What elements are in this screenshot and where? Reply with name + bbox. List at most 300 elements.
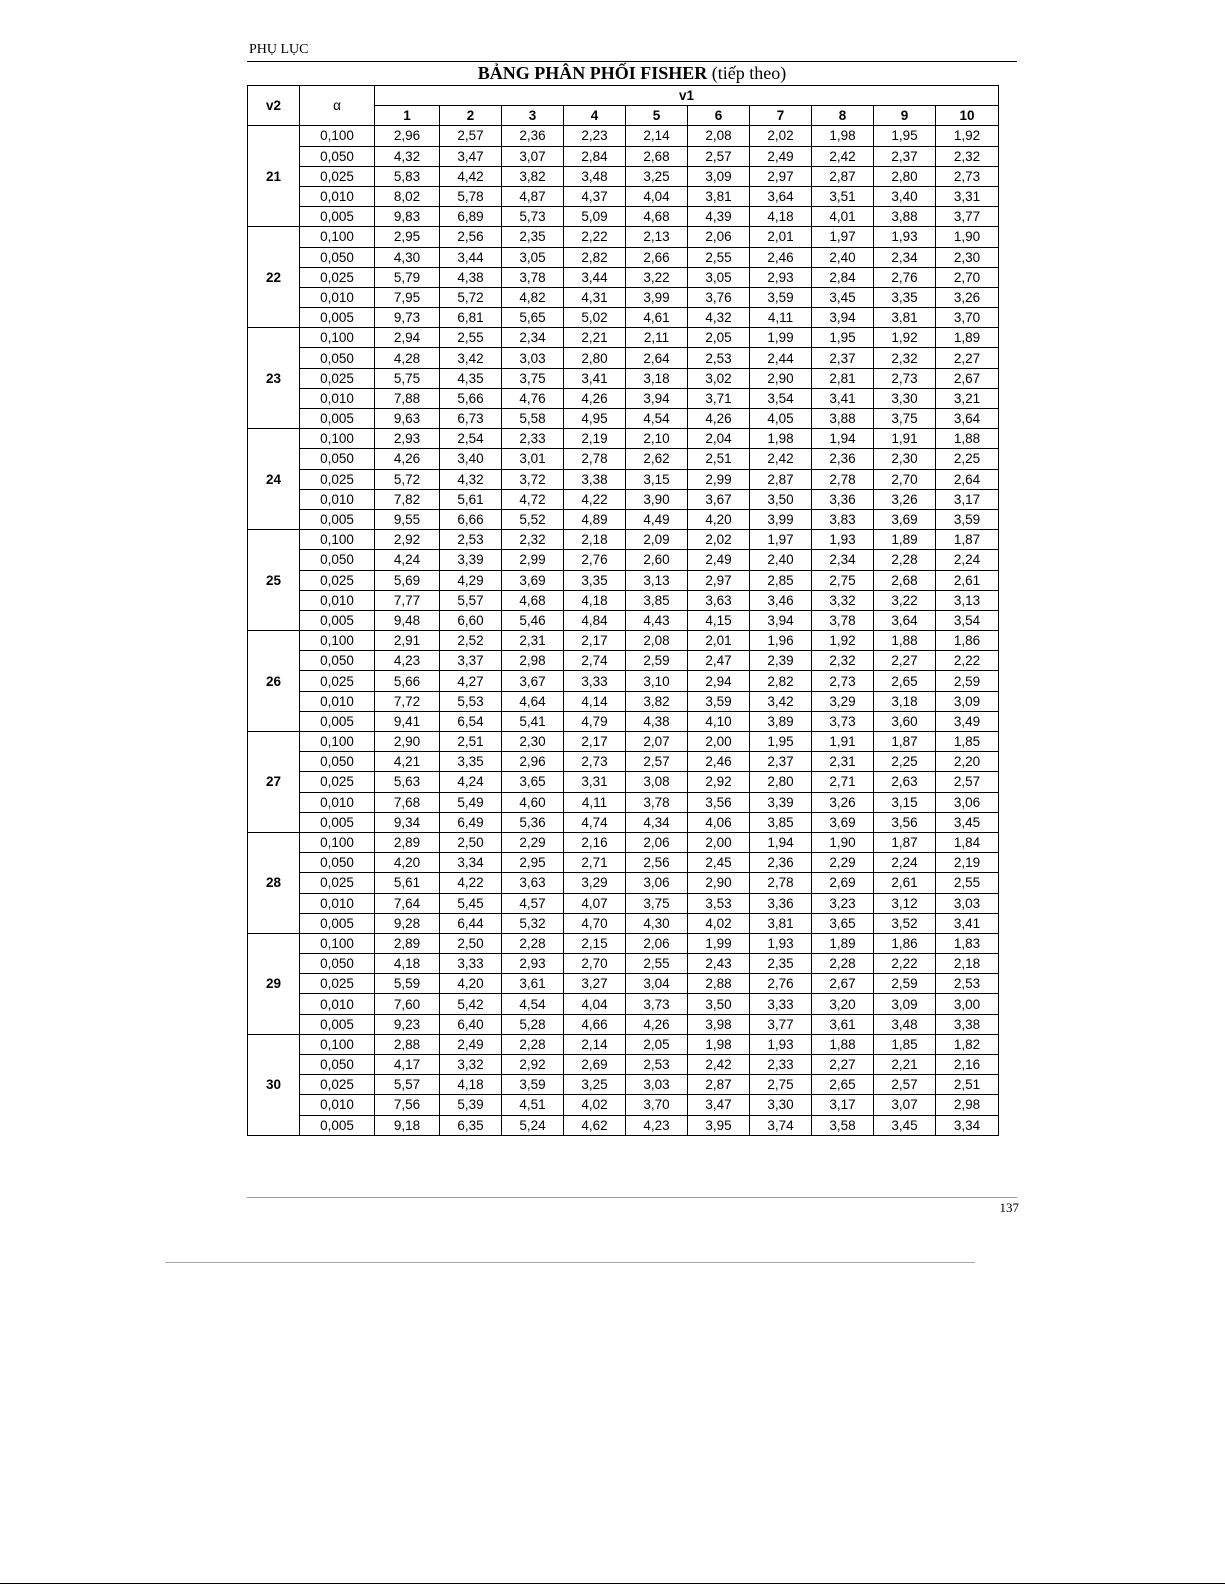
alpha-cell: 0,005 [300, 509, 375, 529]
f-value-cell: 2,42 [812, 146, 874, 166]
v2-value-cell: 24 [248, 429, 300, 530]
table-row [248, 792, 999, 812]
f-value-cell: 3,64 [750, 186, 812, 206]
f-value-cell: 3,88 [874, 207, 936, 227]
f-value-cell: 4,60 [502, 792, 564, 812]
f-value-cell: 2,35 [502, 227, 564, 247]
f-value-cell: 2,22 [936, 651, 999, 671]
f-value-cell: 2,28 [812, 954, 874, 974]
f-value-cell: 2,27 [812, 1055, 874, 1075]
f-value-cell: 2,99 [502, 550, 564, 570]
f-value-cell: 5,66 [375, 671, 440, 691]
f-value-cell: 3,29 [564, 873, 626, 893]
f-value-cell: 1,88 [874, 631, 936, 651]
f-value-cell: 4,76 [502, 388, 564, 408]
f-value-cell: 3,05 [502, 247, 564, 267]
f-value-cell: 1,83 [936, 933, 999, 953]
f-value-cell: 3,70 [626, 1095, 688, 1115]
alpha-cell: 0,010 [300, 489, 375, 509]
alpha-cell: 0,005 [300, 1115, 375, 1135]
f-value-cell: 4,54 [502, 994, 564, 1014]
v2-value-cell: 23 [248, 328, 300, 429]
f-value-cell: 5,41 [502, 711, 564, 731]
f-value-cell: 4,26 [626, 1014, 688, 1034]
f-value-cell: 6,66 [440, 509, 502, 529]
f-value-cell: 4,89 [564, 509, 626, 529]
f-value-cell: 2,01 [688, 631, 750, 651]
f-value-cell: 2,25 [936, 449, 999, 469]
f-value-cell: 3,41 [564, 368, 626, 388]
f-value-cell: 2,99 [688, 469, 750, 489]
table-row [248, 691, 999, 711]
f-value-cell: 1,87 [936, 530, 999, 550]
f-value-cell: 2,07 [626, 732, 688, 752]
f-value-cell: 5,72 [440, 287, 502, 307]
f-value-cell: 3,72 [502, 469, 564, 489]
f-value-cell: 3,18 [874, 691, 936, 711]
f-value-cell: 3,17 [936, 489, 999, 509]
table-row [248, 146, 999, 166]
f-value-cell: 3,09 [874, 994, 936, 1014]
f-value-cell: 2,92 [502, 1055, 564, 1075]
f-value-cell: 1,93 [874, 227, 936, 247]
f-value-cell: 5,42 [440, 994, 502, 1014]
f-value-cell: 3,26 [812, 792, 874, 812]
v1-column-header: 4 [564, 106, 626, 126]
f-value-cell: 2,78 [750, 873, 812, 893]
f-value-cell: 5,02 [564, 308, 626, 328]
f-value-cell: 1,82 [936, 1034, 999, 1054]
f-value-cell: 3,18 [626, 368, 688, 388]
f-value-cell: 3,15 [874, 792, 936, 812]
f-value-cell: 4,20 [440, 974, 502, 994]
f-value-cell: 3,78 [812, 610, 874, 630]
f-value-cell: 3,33 [440, 954, 502, 974]
f-value-cell: 2,89 [375, 832, 440, 852]
f-value-cell: 1,90 [812, 832, 874, 852]
f-value-cell: 2,88 [688, 974, 750, 994]
f-value-cell: 3,63 [688, 590, 750, 610]
section-header: PHỤ LỤC [249, 42, 309, 57]
f-value-cell: 2,40 [812, 247, 874, 267]
f-value-cell: 2,71 [564, 853, 626, 873]
f-value-cell: 1,98 [750, 429, 812, 449]
f-value-cell: 2,96 [375, 126, 440, 146]
f-value-cell: 3,20 [812, 994, 874, 1014]
f-value-cell: 2,47 [688, 651, 750, 671]
f-value-cell: 3,25 [564, 1075, 626, 1095]
f-value-cell: 3,49 [936, 711, 999, 731]
f-value-cell: 3,94 [626, 388, 688, 408]
alpha-cell: 0,005 [300, 610, 375, 630]
f-value-cell: 3,85 [626, 590, 688, 610]
f-value-cell: 3,33 [750, 994, 812, 1014]
f-value-cell: 3,10 [626, 671, 688, 691]
f-value-cell: 2,31 [502, 631, 564, 651]
f-value-cell: 3,30 [874, 388, 936, 408]
f-value-cell: 5,61 [375, 873, 440, 893]
f-value-cell: 2,43 [688, 954, 750, 974]
f-value-cell: 2,16 [936, 1055, 999, 1075]
f-value-cell: 2,00 [688, 732, 750, 752]
alpha-cell: 0,100 [300, 227, 375, 247]
table-row [248, 812, 999, 832]
alpha-cell: 0,025 [300, 469, 375, 489]
alpha-cell: 0,025 [300, 772, 375, 792]
f-value-cell: 2,17 [564, 631, 626, 651]
f-value-cell: 3,75 [874, 409, 936, 429]
f-value-cell: 4,06 [688, 812, 750, 832]
f-value-cell: 2,70 [936, 267, 999, 287]
f-value-cell: 2,04 [688, 429, 750, 449]
f-value-cell: 5,61 [440, 489, 502, 509]
f-value-cell: 6,73 [440, 409, 502, 429]
f-value-cell: 4,18 [375, 954, 440, 974]
alpha-cell: 0,025 [300, 570, 375, 590]
f-value-cell: 3,31 [936, 186, 999, 206]
f-value-cell: 2,53 [440, 530, 502, 550]
f-value-cell: 4,01 [812, 207, 874, 227]
f-value-cell: 4,72 [502, 489, 564, 509]
alpha-cell: 0,050 [300, 146, 375, 166]
f-value-cell: 2,53 [626, 1055, 688, 1075]
f-value-cell: 5,75 [375, 368, 440, 388]
f-value-cell: 2,84 [564, 146, 626, 166]
v2-value-cell: 26 [248, 631, 300, 732]
f-value-cell: 3,74 [750, 1115, 812, 1135]
f-value-cell: 2,28 [502, 933, 564, 953]
table-body [248, 126, 999, 1135]
f-value-cell: 5,46 [502, 610, 564, 630]
f-value-cell: 3,99 [626, 287, 688, 307]
f-value-cell: 4,32 [375, 146, 440, 166]
f-value-cell: 7,60 [375, 994, 440, 1014]
f-value-cell: 2,34 [812, 550, 874, 570]
title-main: BẢNG PHÂN PHỐI FISHER [477, 63, 708, 83]
f-value-cell: 4,64 [502, 691, 564, 711]
f-value-cell: 2,93 [375, 429, 440, 449]
f-value-cell: 5,45 [440, 893, 502, 913]
f-value-cell: 2,05 [688, 328, 750, 348]
f-value-cell: 3,77 [936, 207, 999, 227]
f-value-cell: 5,36 [502, 812, 564, 832]
table-row [248, 449, 999, 469]
alpha-cell: 0,100 [300, 732, 375, 752]
table-row [248, 530, 999, 550]
f-value-cell: 4,49 [626, 509, 688, 529]
f-value-cell: 2,85 [750, 570, 812, 590]
f-value-cell: 3,64 [874, 610, 936, 630]
f-value-cell: 2,29 [812, 853, 874, 873]
f-value-cell: 7,72 [375, 691, 440, 711]
f-value-cell: 2,50 [440, 933, 502, 953]
f-value-cell: 2,52 [440, 631, 502, 651]
f-value-cell: 3,35 [874, 287, 936, 307]
f-value-cell: 3,42 [750, 691, 812, 711]
table-row [248, 469, 999, 489]
f-value-cell: 2,62 [626, 449, 688, 469]
alpha-cell: 0,005 [300, 1014, 375, 1034]
table-row [248, 166, 999, 186]
f-value-cell: 3,03 [936, 893, 999, 913]
f-value-cell: 2,97 [688, 570, 750, 590]
f-value-cell: 2,93 [750, 267, 812, 287]
f-value-cell: 3,98 [688, 1014, 750, 1034]
f-value-cell: 3,77 [750, 1014, 812, 1034]
f-value-cell: 2,80 [874, 166, 936, 186]
f-value-cell: 2,55 [936, 873, 999, 893]
table-row [248, 974, 999, 994]
f-value-cell: 7,82 [375, 489, 440, 509]
f-value-cell: 4,66 [564, 1014, 626, 1034]
f-value-cell: 2,24 [936, 550, 999, 570]
f-value-cell: 2,95 [375, 227, 440, 247]
f-value-cell: 2,17 [564, 732, 626, 752]
v2-column-header: v2 [248, 86, 300, 126]
f-value-cell: 3,45 [874, 1115, 936, 1135]
f-value-cell: 6,60 [440, 610, 502, 630]
f-value-cell: 3,41 [936, 913, 999, 933]
f-value-cell: 2,46 [750, 247, 812, 267]
f-value-cell: 3,30 [750, 1095, 812, 1115]
f-value-cell: 1,94 [812, 429, 874, 449]
table-row [248, 651, 999, 671]
f-value-cell: 9,73 [375, 308, 440, 328]
f-value-cell: 2,95 [502, 853, 564, 873]
f-value-cell: 4,84 [564, 610, 626, 630]
f-value-cell: 2,60 [626, 550, 688, 570]
table-row [248, 732, 999, 752]
f-value-cell: 3,41 [812, 388, 874, 408]
f-value-cell: 3,81 [750, 913, 812, 933]
fisher-distribution-table [247, 85, 999, 1136]
f-value-cell: 1,87 [874, 832, 936, 852]
f-value-cell: 4,30 [626, 913, 688, 933]
f-value-cell: 3,94 [812, 308, 874, 328]
f-value-cell: 2,33 [750, 1055, 812, 1075]
f-value-cell: 2,91 [375, 631, 440, 651]
f-value-cell: 1,95 [874, 126, 936, 146]
table-row [248, 752, 999, 772]
table-row [248, 853, 999, 873]
f-value-cell: 3,44 [564, 267, 626, 287]
f-value-cell: 2,22 [564, 227, 626, 247]
f-value-cell: 2,32 [812, 651, 874, 671]
table-row [248, 913, 999, 933]
table-row [248, 368, 999, 388]
f-value-cell: 2,18 [564, 530, 626, 550]
table-row [248, 287, 999, 307]
alpha-cell: 0,025 [300, 671, 375, 691]
f-value-cell: 2,14 [564, 1034, 626, 1054]
f-value-cell: 5,79 [375, 267, 440, 287]
f-value-cell: 2,59 [874, 974, 936, 994]
f-value-cell: 1,99 [750, 328, 812, 348]
f-value-cell: 1,89 [874, 530, 936, 550]
f-value-cell: 3,00 [936, 994, 999, 1014]
f-value-cell: 3,69 [812, 812, 874, 832]
f-value-cell: 3,81 [688, 186, 750, 206]
f-value-cell: 4,82 [502, 287, 564, 307]
table-row [248, 489, 999, 509]
f-value-cell: 2,51 [936, 1075, 999, 1095]
alpha-cell: 0,005 [300, 409, 375, 429]
f-value-cell: 4,24 [375, 550, 440, 570]
v1-column-header: 8 [812, 106, 874, 126]
f-value-cell: 1,92 [874, 328, 936, 348]
table-row [248, 267, 999, 287]
f-value-cell: 2,80 [564, 348, 626, 368]
f-value-cell: 2,78 [564, 449, 626, 469]
f-value-cell: 2,94 [375, 328, 440, 348]
f-value-cell: 4,20 [688, 509, 750, 529]
f-value-cell: 5,59 [375, 974, 440, 994]
f-value-cell: 3,50 [688, 994, 750, 1014]
f-value-cell: 6,54 [440, 711, 502, 731]
f-value-cell: 2,64 [626, 348, 688, 368]
f-value-cell: 3,17 [812, 1095, 874, 1115]
v2-value-cell: 25 [248, 530, 300, 631]
f-value-cell: 4,29 [440, 570, 502, 590]
f-value-cell: 1,98 [812, 126, 874, 146]
f-value-cell: 2,89 [375, 933, 440, 953]
f-value-cell: 3,48 [564, 166, 626, 186]
alpha-column-header: α [300, 86, 375, 126]
f-value-cell: 4,26 [688, 409, 750, 429]
f-value-cell: 2,57 [440, 126, 502, 146]
f-value-cell: 3,56 [688, 792, 750, 812]
f-value-cell: 2,34 [502, 328, 564, 348]
table-row [248, 550, 999, 570]
f-value-cell: 5,78 [440, 186, 502, 206]
f-value-cell: 2,06 [626, 832, 688, 852]
f-value-cell: 3,52 [874, 913, 936, 933]
f-value-cell: 1,95 [812, 328, 874, 348]
f-value-cell: 3,56 [874, 812, 936, 832]
f-value-cell: 3,08 [626, 772, 688, 792]
f-value-cell: 3,44 [440, 247, 502, 267]
f-value-cell: 2,20 [936, 752, 999, 772]
f-value-cell: 2,49 [688, 550, 750, 570]
f-value-cell: 3,33 [564, 671, 626, 691]
f-value-cell: 3,75 [626, 893, 688, 913]
f-value-cell: 3,82 [502, 166, 564, 186]
f-value-cell: 1,86 [936, 631, 999, 651]
f-value-cell: 4,18 [750, 207, 812, 227]
table-row [248, 348, 999, 368]
f-value-cell: 4,32 [688, 308, 750, 328]
f-value-cell: 4,26 [375, 449, 440, 469]
f-value-cell: 2,69 [812, 873, 874, 893]
f-value-cell: 5,73 [502, 207, 564, 227]
f-value-cell: 2,76 [564, 550, 626, 570]
alpha-cell: 0,050 [300, 954, 375, 974]
table-row [248, 933, 999, 953]
f-value-cell: 6,89 [440, 207, 502, 227]
f-value-cell: 2,92 [375, 530, 440, 550]
f-value-cell: 2,94 [688, 671, 750, 691]
f-value-cell: 2,51 [688, 449, 750, 469]
f-value-cell: 2,28 [874, 550, 936, 570]
table-row [248, 590, 999, 610]
f-value-cell: 1,99 [688, 933, 750, 953]
f-value-cell: 3,53 [688, 893, 750, 913]
f-value-cell: 4,38 [626, 711, 688, 731]
f-value-cell: 2,87 [812, 166, 874, 186]
f-value-cell: 1,98 [688, 1034, 750, 1054]
f-value-cell: 2,09 [626, 530, 688, 550]
f-value-cell: 2,45 [688, 853, 750, 873]
f-value-cell: 3,47 [440, 146, 502, 166]
f-value-cell: 3,22 [874, 590, 936, 610]
f-value-cell: 2,59 [936, 671, 999, 691]
page-break-line [165, 1262, 975, 1263]
f-value-cell: 4,23 [375, 651, 440, 671]
f-value-cell: 2,76 [874, 267, 936, 287]
title-suffix: (tiếp theo) [711, 63, 787, 83]
f-value-cell: 2,88 [375, 1034, 440, 1054]
f-value-cell: 2,40 [750, 550, 812, 570]
f-value-cell: 2,02 [688, 530, 750, 550]
f-value-cell: 1,92 [936, 126, 999, 146]
f-value-cell: 5,53 [440, 691, 502, 711]
f-value-cell: 1,97 [750, 530, 812, 550]
f-value-cell: 2,19 [936, 853, 999, 873]
f-value-cell: 2,23 [564, 126, 626, 146]
v1-column-header: 9 [874, 106, 936, 126]
f-value-cell: 3,63 [502, 873, 564, 893]
table-row [248, 610, 999, 630]
f-value-cell: 6,40 [440, 1014, 502, 1034]
f-value-cell: 4,26 [564, 388, 626, 408]
f-value-cell: 2,70 [874, 469, 936, 489]
alpha-cell: 0,100 [300, 631, 375, 651]
f-value-cell: 4,17 [375, 1055, 440, 1075]
f-value-cell: 2,69 [564, 1055, 626, 1075]
f-value-cell: 2,73 [812, 671, 874, 691]
f-value-cell: 3,85 [750, 812, 812, 832]
f-value-cell: 3,38 [936, 1014, 999, 1034]
f-value-cell: 3,02 [688, 368, 750, 388]
f-value-cell: 1,91 [812, 732, 874, 752]
alpha-cell: 0,010 [300, 388, 375, 408]
f-value-cell: 3,45 [936, 812, 999, 832]
f-value-cell: 2,49 [440, 1034, 502, 1054]
f-value-cell: 1,89 [812, 933, 874, 953]
f-value-cell: 3,59 [688, 691, 750, 711]
table-row [248, 772, 999, 792]
f-value-cell: 2,37 [874, 146, 936, 166]
table-row [248, 631, 999, 651]
f-value-cell: 4,22 [440, 873, 502, 893]
f-value-cell: 2,67 [936, 368, 999, 388]
table-row [248, 711, 999, 731]
f-value-cell: 2,96 [502, 752, 564, 772]
f-value-cell: 3,37 [440, 651, 502, 671]
f-value-cell: 3,38 [564, 469, 626, 489]
f-value-cell: 3,94 [750, 610, 812, 630]
f-value-cell: 7,95 [375, 287, 440, 307]
f-value-cell: 3,40 [874, 186, 936, 206]
v2-value-cell: 28 [248, 832, 300, 933]
f-value-cell: 3,78 [502, 267, 564, 287]
f-value-cell: 9,18 [375, 1115, 440, 1135]
table-row [248, 1034, 999, 1054]
f-value-cell: 2,54 [440, 429, 502, 449]
f-value-cell: 2,56 [440, 227, 502, 247]
table-row [248, 227, 999, 247]
alpha-cell: 0,100 [300, 429, 375, 449]
